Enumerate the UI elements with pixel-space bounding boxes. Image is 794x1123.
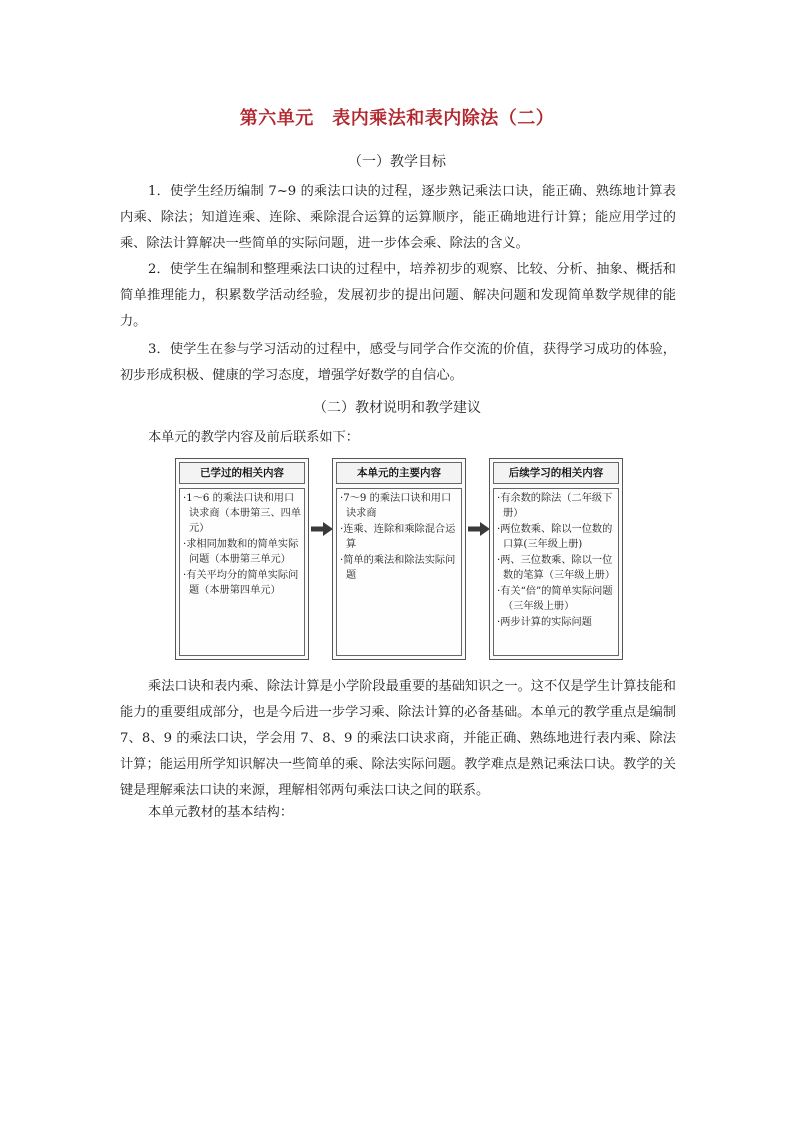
structure-paragraph: 本单元教材的基本结构： [148,805,294,820]
list-item: ·有关平均分的简单实际问题（本册第四单元） [183,570,299,596]
list-item: ·7～9 的乘法口诀和用口诀求商 [340,493,452,519]
list-item: ·有余数的除法（二年级下册） [497,493,613,519]
list-item: ·连乘、连除和乘除混合运算 [340,524,456,550]
section-heading-materials: （二）教材说明和教学建议 [313,400,481,416]
content-relation-diagram [175,458,623,662]
goal-paragraph-2: 2．使学生在编制和整理乘法口诀的过程中，培养初步的观察、比较、分析、抽象、概括和简单推理能力，积累数学活动经验，发展初步的提出问题、解决问题和发现简单数学规律的能力。 [120,262,676,329]
list-item: ·有关“倍”的简单实际问题（三年级上册） [497,586,613,612]
box-header-prior: 已学过的相关内容 [179,462,305,484]
list-item: ·简单的乘法和除法实际问题 [340,555,456,581]
box-header-later: 后续学习的相关内容 [493,462,619,484]
box-body-prior [179,488,305,656]
intro-paragraph: 本单元的教学内容及前后联系如下： [148,430,359,445]
list-item: ·两步计算的实际问题 [497,617,592,628]
box-later-content [489,458,623,660]
list-item: ·求相同加数和的简单实际问题（本册第三单元） [183,539,299,565]
list-item: ·1～6 的乘法口诀和用口诀求商（本册第三、四单元） [183,493,302,534]
arrow-right-icon [311,522,333,536]
box-prior-content [175,458,309,660]
arrow-right-icon [468,522,490,536]
goal-paragraph-1: 1．使学生经历编制 7~9 的乘法口诀的过程，逐步熟记乘法口诀，能正确、熟练地计算表内乘、除法；知道连乘、连除、乘除混合运算的运算顺序，能正确地进行计算；能应用学过的乘、除法计算解决一些简单的实际问题，进一步体会乘、除法的含义。 [120,184,676,251]
box-header-main: 本单元的主要内容 [336,462,462,484]
box-unit-main-content [332,458,466,660]
goal-paragraph-3: 3．使学生在参与学习活动的过程中，感受与同学合作交流的价值，获得学习成功的体验，初步形成积极、健康的学习态度，增强学好数学的自信心。 [120,342,676,383]
main-paragraph: 乘法口诀和表内乘、除法计算是小学阶段最重要的基础知识之一。这不仅是学生计算技能和能力的重要组成部分，也是今后进一步学习乘、除法计算的必备基础。本单元的教学重点是编制 7、8、9 的乘法口诀，学会用 7、8、9 的乘法口诀求商，并能正确、熟练地进行表内乘、除法计算；能运用所学知识解决一些简单的乘、除法实际问题。教学难点是熟记乘法口诀。教学的关键是理解乘法口诀的来源，理解相邻两句乘法口诀之间的联系。 [120,679,676,798]
list-item: ·两、三位数乘、除以一位数的笔算（三年级上册） [497,555,616,581]
list-item: ·两位数乘、除以一位数的口算(三年级上册) [497,524,613,550]
unit-title: 第六单元 表内乘法和表内除法（二） [239,108,555,129]
section-heading-goals: （一）教学目标 [348,154,446,170]
box-body-later [493,488,619,656]
box-body-main [336,488,462,656]
